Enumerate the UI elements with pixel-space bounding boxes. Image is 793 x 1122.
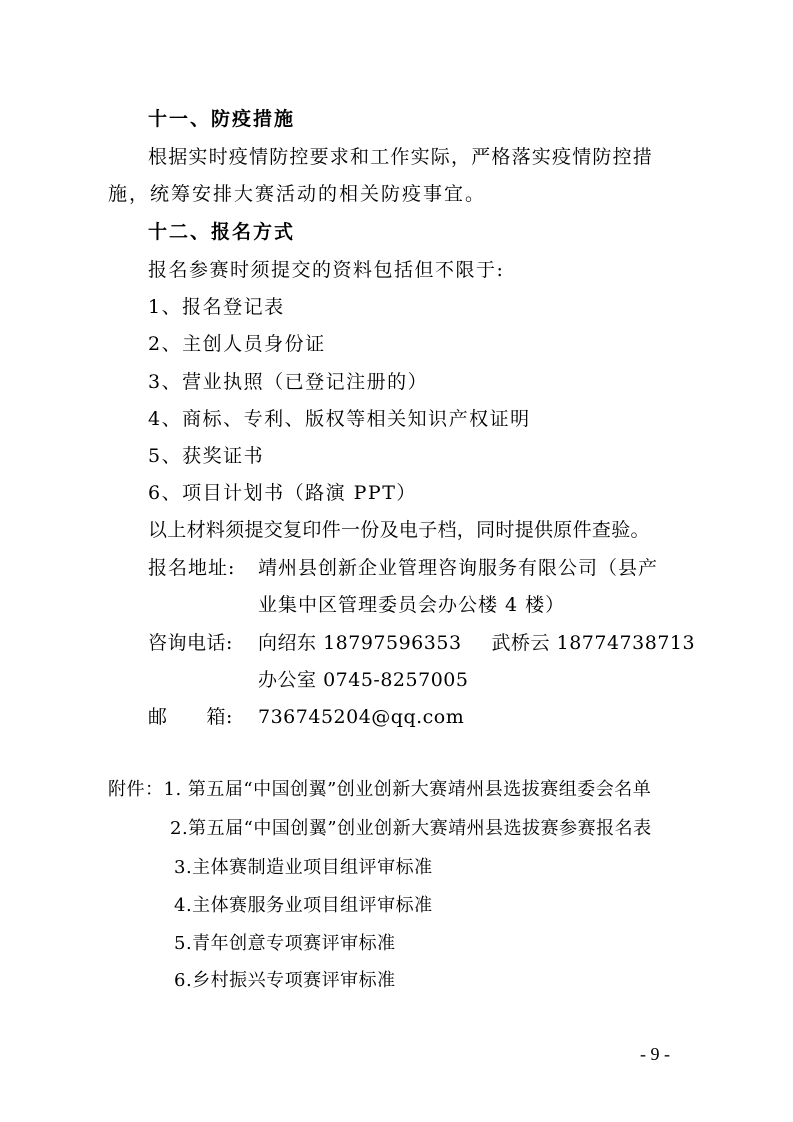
- office-phone: 0745-8257005: [323, 669, 469, 691]
- page-number: - 9 -: [640, 1044, 670, 1064]
- contact-2-name: 武桥云: [491, 632, 551, 654]
- section-12-heading: 十二、报名方式: [148, 221, 296, 243]
- email-row: [148, 704, 464, 730]
- attachment-item: 1. 第五届“中国创翼”创业创新大赛靖州县选拔赛组委会名单: [163, 779, 652, 800]
- email-label: 邮 箱:: [148, 706, 233, 728]
- address-row: [148, 555, 658, 581]
- section-12-intro: 报名参赛时须提交的资料包括但不限于:: [148, 259, 505, 281]
- list-item: 4、商标、专利、版权等相关知识产权证明: [148, 408, 531, 430]
- address-value-line-1: 靖州县创新企业管理咨询服务有限公司（县产: [258, 557, 659, 579]
- section-11-heading: 十一、防疫措施: [148, 108, 296, 130]
- office-phone-row: [258, 667, 468, 693]
- contact-1-name: 向绍东: [258, 632, 317, 654]
- attachment-item: 3.主体赛制造业项目组评审标准: [174, 857, 433, 878]
- attachments-label: 附件：: [108, 779, 164, 800]
- list-item: 5、获奖证书: [148, 445, 265, 467]
- contact-2-phone: 18774738713: [556, 632, 696, 654]
- attachment-item: 6.乡村振兴专项赛评审标准: [174, 970, 396, 991]
- materials-note: 以上材料须提交复印件一份及电子档，同时提供原件查验。: [148, 519, 650, 541]
- phone-row: [148, 630, 695, 656]
- attachments-row: [108, 777, 651, 803]
- section-11-paragraph-line-2: 施，统筹安排大赛活动的相关防疫事宜。: [108, 183, 487, 205]
- email-value: 736745204@qq.com: [258, 706, 465, 728]
- attachment-item: 2.第五届“中国创翼”创业创新大赛靖州县选拔赛参赛报名表: [170, 818, 652, 839]
- list-item: 3、营业执照（已登记注册的）: [148, 371, 429, 393]
- list-item: 2、主创人员身份证: [148, 333, 326, 355]
- address-value-line-2: 业集中区管理委员会办公楼 4 楼）: [258, 594, 566, 616]
- office-label: 办公室: [258, 669, 317, 691]
- list-item: 6、项目计划书（路演 PPT）: [148, 482, 417, 504]
- address-label: 报名地址:: [148, 557, 236, 579]
- contact-1-phone: 18797596353: [323, 632, 462, 654]
- section-11-paragraph-line-1: 根据实时疫情防控要求和工作实际，严格落实疫情防控措: [148, 146, 654, 168]
- phone-label: 咨询电话:: [148, 632, 233, 654]
- list-item: 1、报名登记表: [148, 296, 285, 318]
- attachment-item: 5.青年创意专项赛评审标准: [174, 933, 396, 954]
- attachment-item: 4.主体赛服务业项目组评审标准: [174, 895, 433, 916]
